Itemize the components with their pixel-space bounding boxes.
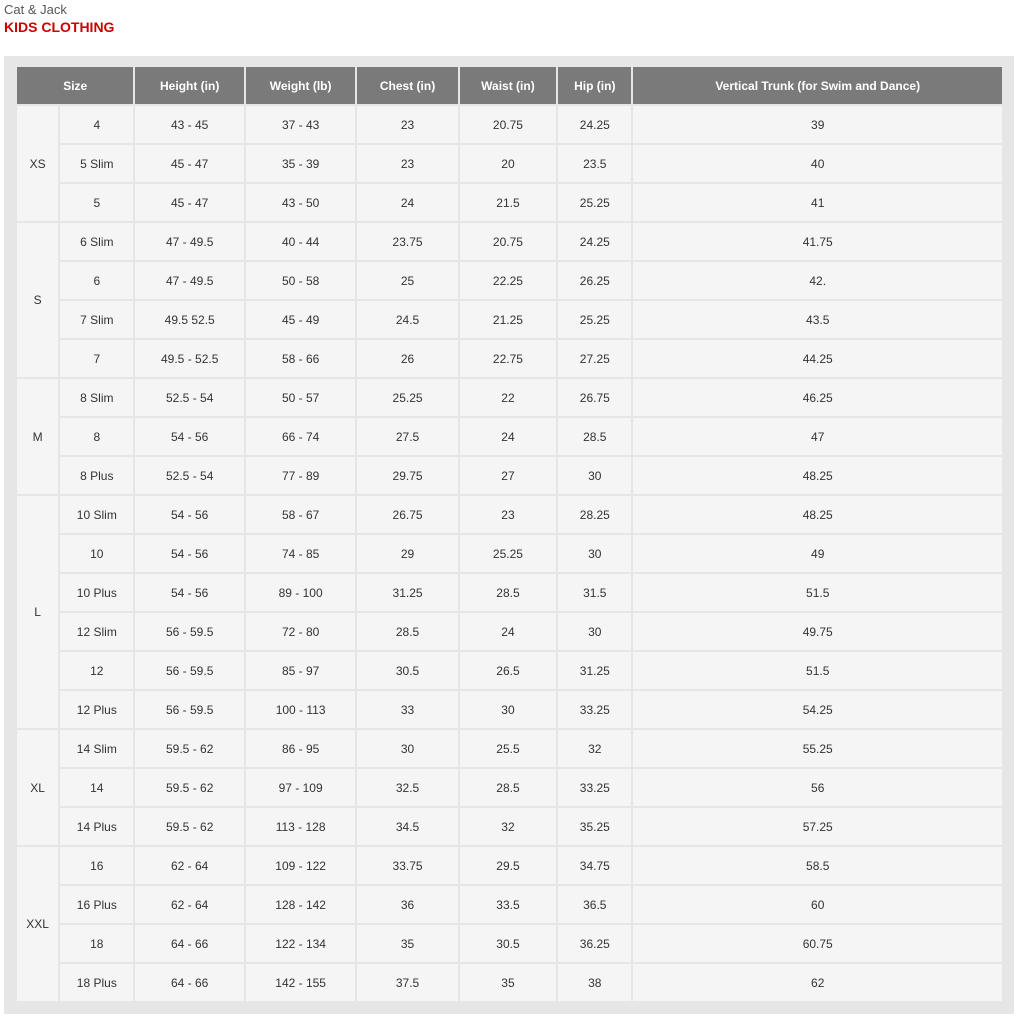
vertical-trunk-cell: 51.5: [633, 574, 1002, 611]
chest-cell: 35: [357, 925, 457, 962]
weight-cell: 58 - 66: [246, 340, 355, 377]
vertical-trunk-cell: 44.25: [633, 340, 1002, 377]
table-row: [17, 847, 1002, 884]
height-cell: 64 - 66: [135, 925, 243, 962]
table-row: [17, 925, 1002, 962]
vertical-trunk-cell: 57.25: [633, 808, 1002, 845]
height-cell: 62 - 64: [135, 847, 243, 884]
height-cell: 45 - 47: [135, 184, 243, 221]
hip-cell: 31.5: [558, 574, 631, 611]
size-group-label: XS: [17, 106, 58, 221]
size-label: 14 Slim: [60, 730, 133, 767]
vertical-trunk-cell: 49: [633, 535, 1002, 572]
chest-cell: 29.75: [357, 457, 457, 494]
waist-cell: 25.5: [460, 730, 556, 767]
waist-cell: 22: [460, 379, 556, 416]
vertical-trunk-cell: 51.5: [633, 652, 1002, 689]
column-header-weight: Weight (lb): [246, 67, 355, 104]
size-group-label: S: [17, 223, 58, 377]
weight-cell: 58 - 67: [246, 496, 355, 533]
chest-cell: 24: [357, 184, 457, 221]
weight-cell: 142 - 155: [246, 964, 355, 1001]
size-label: 7: [60, 340, 133, 377]
size-label: 12: [60, 652, 133, 689]
chest-cell: 32.5: [357, 769, 457, 806]
table-row: [17, 730, 1002, 767]
hip-cell: 26.25: [558, 262, 631, 299]
height-cell: 52.5 - 54: [135, 379, 243, 416]
size-label: 12 Plus: [60, 691, 133, 728]
waist-cell: 25.25: [460, 535, 556, 572]
hip-cell: 30: [558, 535, 631, 572]
hip-cell: 30: [558, 457, 631, 494]
chest-cell: 36: [357, 886, 457, 923]
height-cell: 54 - 56: [135, 574, 243, 611]
table-row: [17, 769, 1002, 806]
table-row: [17, 418, 1002, 455]
size-label: 14: [60, 769, 133, 806]
table-row: [17, 301, 1002, 338]
height-cell: 49.5 - 52.5: [135, 340, 243, 377]
weight-cell: 66 - 74: [246, 418, 355, 455]
vertical-trunk-cell: 55.25: [633, 730, 1002, 767]
height-cell: 56 - 59.5: [135, 691, 243, 728]
waist-cell: 24: [460, 418, 556, 455]
size-chart-table: [15, 65, 1004, 1003]
table-row: [17, 574, 1002, 611]
height-cell: 62 - 64: [135, 886, 243, 923]
size-label: 8 Plus: [60, 457, 133, 494]
waist-cell: 29.5: [460, 847, 556, 884]
hip-cell: 27.25: [558, 340, 631, 377]
weight-cell: 35 - 39: [246, 145, 355, 182]
hip-cell: 38: [558, 964, 631, 1001]
table-row: [17, 496, 1002, 533]
waist-cell: 23: [460, 496, 556, 533]
waist-cell: 20.75: [460, 106, 556, 143]
hip-cell: 34.75: [558, 847, 631, 884]
vertical-trunk-cell: 39: [633, 106, 1002, 143]
waist-cell: 20: [460, 145, 556, 182]
hip-cell: 24.25: [558, 223, 631, 260]
table-row: [17, 340, 1002, 377]
vertical-trunk-cell: 47: [633, 418, 1002, 455]
vertical-trunk-cell: 49.75: [633, 613, 1002, 650]
brand-name: Cat & Jack: [4, 2, 67, 17]
table-row: [17, 652, 1002, 689]
size-label: 16: [60, 847, 133, 884]
chest-cell: 33.75: [357, 847, 457, 884]
weight-cell: 85 - 97: [246, 652, 355, 689]
chest-cell: 25: [357, 262, 457, 299]
table-row: [17, 808, 1002, 845]
vertical-trunk-cell: 48.25: [633, 496, 1002, 533]
size-label: 8 Slim: [60, 379, 133, 416]
hip-cell: 28.5: [558, 418, 631, 455]
size-group-label: M: [17, 379, 58, 494]
weight-cell: 113 - 128: [246, 808, 355, 845]
waist-cell: 30.5: [460, 925, 556, 962]
table-row: [17, 691, 1002, 728]
size-group-label: L: [17, 496, 58, 728]
waist-cell: 21.5: [460, 184, 556, 221]
table-row: [17, 613, 1002, 650]
chest-cell: 24.5: [357, 301, 457, 338]
hip-cell: 36.5: [558, 886, 631, 923]
chest-cell: 30: [357, 730, 457, 767]
weight-cell: 77 - 89: [246, 457, 355, 494]
chest-cell: 34.5: [357, 808, 457, 845]
size-label: 5 Slim: [60, 145, 133, 182]
chest-cell: 28.5: [357, 613, 457, 650]
chest-cell: 31.25: [357, 574, 457, 611]
size-label: 10 Slim: [60, 496, 133, 533]
column-header-waist: Waist (in): [460, 67, 556, 104]
waist-cell: 26.5: [460, 652, 556, 689]
chest-cell: 29: [357, 535, 457, 572]
hip-cell: 25.25: [558, 184, 631, 221]
vertical-trunk-cell: 46.25: [633, 379, 1002, 416]
table-body: [17, 106, 1002, 1001]
chest-cell: 23: [357, 145, 457, 182]
vertical-trunk-cell: 60: [633, 886, 1002, 923]
waist-cell: 28.5: [460, 769, 556, 806]
waist-cell: 22.25: [460, 262, 556, 299]
weight-cell: 128 - 142: [246, 886, 355, 923]
waist-cell: 27: [460, 457, 556, 494]
height-cell: 54 - 56: [135, 535, 243, 572]
height-cell: 45 - 47: [135, 145, 243, 182]
column-header-size: Size: [17, 67, 133, 104]
size-label: 18 Plus: [60, 964, 133, 1001]
height-cell: 59.5 - 62: [135, 769, 243, 806]
chest-cell: 26.75: [357, 496, 457, 533]
vertical-trunk-cell: 48.25: [633, 457, 1002, 494]
weight-cell: 37 - 43: [246, 106, 355, 143]
vertical-trunk-cell: 41: [633, 184, 1002, 221]
height-cell: 49.5 52.5: [135, 301, 243, 338]
weight-cell: 109 - 122: [246, 847, 355, 884]
height-cell: 56 - 59.5: [135, 613, 243, 650]
height-cell: 59.5 - 62: [135, 808, 243, 845]
weight-cell: 45 - 49: [246, 301, 355, 338]
chest-cell: 30.5: [357, 652, 457, 689]
height-cell: 52.5 - 54: [135, 457, 243, 494]
vertical-trunk-cell: 60.75: [633, 925, 1002, 962]
weight-cell: 50 - 58: [246, 262, 355, 299]
hip-cell: 33.25: [558, 769, 631, 806]
size-label: 12 Slim: [60, 613, 133, 650]
hip-cell: 32: [558, 730, 631, 767]
waist-cell: 32: [460, 808, 556, 845]
size-label: 8: [60, 418, 133, 455]
size-label: 7 Slim: [60, 301, 133, 338]
chest-cell: 33: [357, 691, 457, 728]
vertical-trunk-cell: 56: [633, 769, 1002, 806]
column-header-height: Height (in): [135, 67, 243, 104]
weight-cell: 50 - 57: [246, 379, 355, 416]
size-label: 4: [60, 106, 133, 143]
vertical-trunk-cell: 54.25: [633, 691, 1002, 728]
weight-cell: 89 - 100: [246, 574, 355, 611]
size-label: 18: [60, 925, 133, 962]
waist-cell: 33.5: [460, 886, 556, 923]
weight-cell: 122 - 134: [246, 925, 355, 962]
weight-cell: 100 - 113: [246, 691, 355, 728]
chest-cell: 23: [357, 106, 457, 143]
waist-cell: 20.75: [460, 223, 556, 260]
height-cell: 47 - 49.5: [135, 223, 243, 260]
height-cell: 54 - 56: [135, 418, 243, 455]
weight-cell: 72 - 80: [246, 613, 355, 650]
vertical-trunk-cell: 62: [633, 964, 1002, 1001]
vertical-trunk-cell: 58.5: [633, 847, 1002, 884]
column-header-chest: Chest (in): [357, 67, 457, 104]
weight-cell: 74 - 85: [246, 535, 355, 572]
hip-cell: 36.25: [558, 925, 631, 962]
chest-cell: 23.75: [357, 223, 457, 260]
vertical-trunk-cell: 42.: [633, 262, 1002, 299]
table-row: [17, 964, 1002, 1001]
size-chart-frame: [4, 56, 1014, 1014]
hip-cell: 31.25: [558, 652, 631, 689]
table-row: [17, 535, 1002, 572]
hip-cell: 35.25: [558, 808, 631, 845]
table-row: [17, 106, 1002, 143]
column-header-vertical-trunk: Vertical Trunk (for Swim and Dance): [633, 67, 1002, 104]
chest-cell: 26: [357, 340, 457, 377]
size-label: 6 Slim: [60, 223, 133, 260]
table-row: [17, 184, 1002, 221]
height-cell: 56 - 59.5: [135, 652, 243, 689]
category-title: KIDS CLOTHING: [4, 19, 115, 35]
height-cell: 64 - 66: [135, 964, 243, 1001]
size-label: 14 Plus: [60, 808, 133, 845]
chest-cell: 27.5: [357, 418, 457, 455]
waist-cell: 30: [460, 691, 556, 728]
weight-cell: 86 - 95: [246, 730, 355, 767]
table-row: [17, 457, 1002, 494]
waist-cell: 28.5: [460, 574, 556, 611]
hip-cell: 33.25: [558, 691, 631, 728]
size-label: 16 Plus: [60, 886, 133, 923]
hip-cell: 30: [558, 613, 631, 650]
weight-cell: 43 - 50: [246, 184, 355, 221]
size-label: 10: [60, 535, 133, 572]
height-cell: 43 - 45: [135, 106, 243, 143]
hip-cell: 25.25: [558, 301, 631, 338]
table-row: [17, 886, 1002, 923]
table-row: [17, 145, 1002, 182]
chest-cell: 25.25: [357, 379, 457, 416]
size-label: 6: [60, 262, 133, 299]
chest-cell: 37.5: [357, 964, 457, 1001]
size-group-label: XL: [17, 730, 58, 845]
table-row: [17, 262, 1002, 299]
height-cell: 54 - 56: [135, 496, 243, 533]
vertical-trunk-cell: 43.5: [633, 301, 1002, 338]
hip-cell: 26.75: [558, 379, 631, 416]
table-row: [17, 223, 1002, 260]
table-row: [17, 379, 1002, 416]
size-label: 10 Plus: [60, 574, 133, 611]
vertical-trunk-cell: 41.75: [633, 223, 1002, 260]
waist-cell: 22.75: [460, 340, 556, 377]
height-cell: 59.5 - 62: [135, 730, 243, 767]
hip-cell: 23.5: [558, 145, 631, 182]
waist-cell: 35: [460, 964, 556, 1001]
weight-cell: 97 - 109: [246, 769, 355, 806]
size-group-label: XXL: [17, 847, 58, 1001]
height-cell: 47 - 49.5: [135, 262, 243, 299]
hip-cell: 28.25: [558, 496, 631, 533]
waist-cell: 24: [460, 613, 556, 650]
size-label: 5: [60, 184, 133, 221]
waist-cell: 21.25: [460, 301, 556, 338]
header-row: [17, 67, 1002, 104]
vertical-trunk-cell: 40: [633, 145, 1002, 182]
hip-cell: 24.25: [558, 106, 631, 143]
column-header-hip: Hip (in): [558, 67, 631, 104]
weight-cell: 40 - 44: [246, 223, 355, 260]
